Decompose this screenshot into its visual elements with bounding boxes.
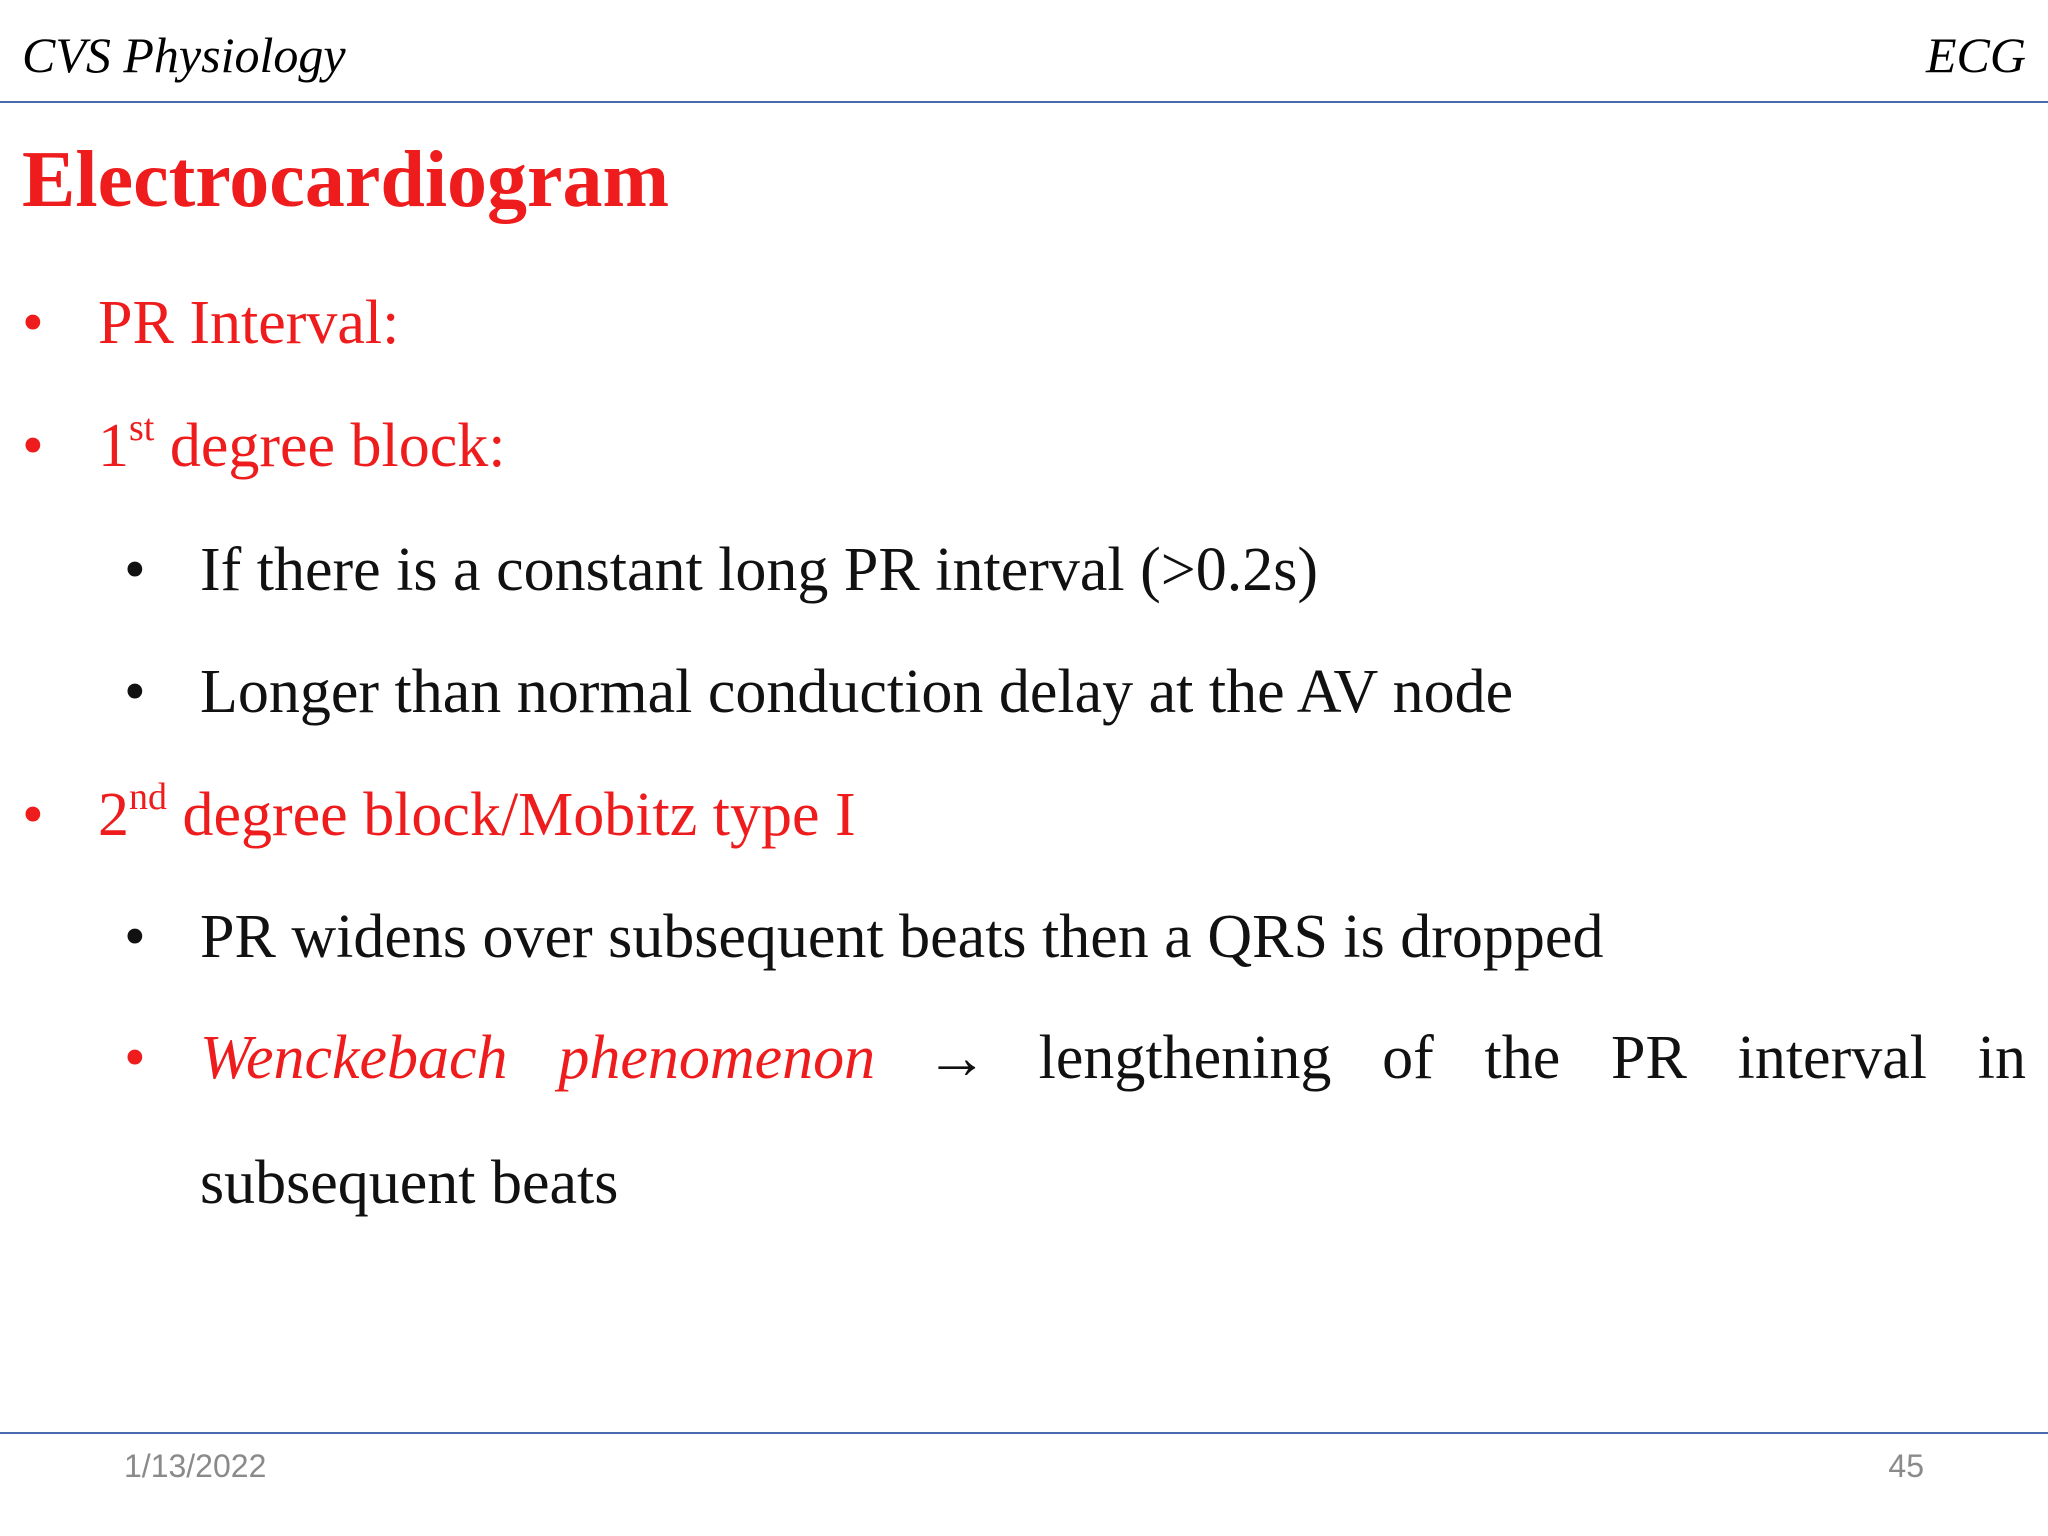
bullet-text	[98, 776, 856, 849]
footer-divider	[0, 1432, 2048, 1434]
ordinal-number: 2	[98, 781, 129, 849]
ordinal-number: 1	[98, 412, 129, 480]
header-divider	[0, 101, 2048, 103]
word: in	[1977, 1024, 2026, 1092]
arrow-icon: →	[925, 1024, 988, 1092]
word: interval	[1737, 1024, 1927, 1092]
ordinal-suffix: nd	[129, 776, 167, 818]
bullet-text: If there is a constant long PR interval (>0.2s)	[200, 536, 1318, 604]
bullet-text: Longer than normal conduction delay at the AV node	[200, 658, 1514, 726]
header-topic-label: ECG	[1926, 27, 2026, 83]
wenckebach-line	[200, 1024, 2026, 1092]
term-word: Wenckebach	[200, 1024, 508, 1092]
footer-date: 1/13/2022	[124, 1448, 267, 1484]
slide-title: Electrocardiogram	[22, 136, 670, 224]
bullet-dot-icon: •	[124, 1024, 146, 1092]
bullet-dot-icon: •	[124, 658, 146, 726]
word: the	[1484, 1024, 1561, 1092]
word: PR	[1611, 1024, 1687, 1092]
ordinal-suffix: st	[129, 407, 155, 449]
bullet-dot-icon: •	[124, 903, 146, 971]
bullet-dot-icon: •	[22, 289, 44, 357]
header-course-label: CVS Physiology	[22, 27, 346, 83]
bullet-dot-icon: •	[124, 536, 146, 604]
term-word: phenomenon	[558, 1024, 876, 1092]
bullet-dot-icon: •	[22, 412, 44, 480]
bullet-dot-icon: •	[22, 781, 44, 849]
word: lengthening	[1038, 1024, 1332, 1092]
bullet-label: degree block:	[154, 412, 506, 480]
bullet-label: degree block/Mobitz type I	[167, 781, 856, 849]
page-number: 45	[1888, 1448, 1924, 1484]
word: of	[1382, 1024, 1434, 1092]
wenckebach-continuation: subsequent beats	[200, 1149, 619, 1217]
bullet-text: PR widens over subsequent beats then a QRS is dropped	[200, 903, 1604, 971]
bullet-text	[98, 407, 506, 480]
bullet-text: PR Interval:	[98, 289, 400, 357]
